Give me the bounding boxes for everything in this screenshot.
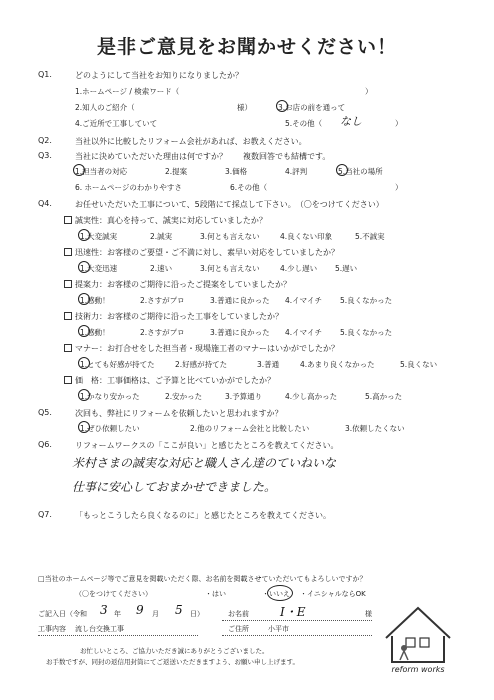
q1-opt2-mid: 様） bbox=[237, 103, 252, 112]
q1-label: Q1. bbox=[38, 70, 52, 79]
q1-text: どのようにして当社をお知りになりましたか？ bbox=[75, 71, 243, 80]
q4-item-opt: 3.何とも言えない bbox=[200, 264, 260, 273]
q6-answer-line1: 米村さまの誠実な対応と職人さん達のていねいな bbox=[72, 456, 337, 470]
q3-opt2: 2.提案 bbox=[165, 167, 188, 176]
address-value: 小平市 bbox=[268, 625, 289, 633]
checkbox[interactable] bbox=[64, 312, 72, 320]
work-underline bbox=[38, 635, 198, 636]
q1-opt2: 2.知人のご紹介（ bbox=[75, 103, 135, 112]
q3-text: 当社に決めていただいた理由は何ですか？ 複数回答でも結構です。 bbox=[75, 152, 331, 161]
date-label: ご記入日（令和 bbox=[38, 610, 87, 618]
q6-text: リフォームワークスの「ここが良い」と感じたところを教えてください。 bbox=[75, 441, 339, 450]
work-value: 流し台交換工事 bbox=[75, 625, 124, 633]
q4-item-opt: 2.速い bbox=[150, 264, 173, 273]
q1-opt5-answer: なし bbox=[340, 115, 362, 128]
q4-item-opt: 5.高かった bbox=[365, 392, 403, 401]
q5-label: Q5. bbox=[38, 408, 52, 417]
q4-item-opt: 2.誠実 bbox=[150, 232, 173, 241]
q6-label: Q6. bbox=[38, 440, 52, 449]
q4-item-head: マナー：お打合せをした担当者・現場施工者のマナーはいかがでしたか？ bbox=[75, 344, 339, 353]
checkbox[interactable] bbox=[64, 216, 72, 224]
q4-item-opt: 1.かなり安かった bbox=[80, 392, 140, 401]
page-title: 是非ご意見をお聞かせください！ bbox=[96, 36, 397, 58]
q4-item-opt: 2.さすがプロ bbox=[140, 328, 185, 337]
q7-text: 「もっとこうしたら良くなるのに」と感じたところを教えてください。 bbox=[75, 511, 331, 520]
name-suffix: 様 bbox=[365, 610, 372, 618]
q4-item-opt: 4.良くない印象 bbox=[280, 232, 333, 241]
option-initial: ・イニシャルならOK bbox=[300, 590, 366, 598]
q3-label: Q3. bbox=[38, 151, 52, 160]
date-month-unit: 月 bbox=[152, 610, 159, 618]
q3-opt5: 5.当社の場所 bbox=[338, 167, 383, 176]
q4-item-opt: 5.不誠実 bbox=[355, 232, 385, 241]
option-no: ・いいえ bbox=[262, 590, 290, 598]
q4-item-opt: 3.普通に良かった bbox=[210, 328, 270, 337]
date-month: 9 bbox=[136, 603, 144, 617]
q3-opt4: 4.評判 bbox=[285, 167, 308, 176]
checkbox[interactable] bbox=[64, 376, 72, 384]
q4-item-opt: 5.良くなかった bbox=[340, 328, 393, 337]
q4-item-opt: 3.普通 bbox=[257, 360, 280, 369]
date-year-unit: 年 bbox=[114, 610, 121, 618]
q4-text: お任せいただいた工事について、5段階にて採点して下さい。 （〇をつけてください） bbox=[75, 200, 384, 209]
q1-opt3: 3.お店の前を通って bbox=[278, 103, 346, 112]
q4-item-opt: 2.安かった bbox=[165, 392, 203, 401]
q4-item-opt: 3.予算通り bbox=[225, 392, 263, 401]
option-yes: ・はい bbox=[205, 590, 226, 598]
date-day-unit: 日） bbox=[190, 610, 204, 618]
checkbox[interactable] bbox=[64, 344, 72, 352]
q4-item-head: 価 格：工事価格は、ご予算と比べていかがでしたか？ bbox=[75, 376, 275, 385]
q4-item-opt: 4.少し遅い bbox=[280, 264, 318, 273]
q4-item-opt: 1.感動！ bbox=[80, 296, 110, 305]
q4-item-opt: 4.イマイチ bbox=[285, 328, 323, 337]
q4-item-opt: 3.普通に良かった bbox=[210, 296, 270, 305]
q1-opt4: 4.ご近所で工事していて bbox=[75, 119, 158, 128]
permission-text: □当社のホームページ等でご意見を掲載いただく際、お名前を掲載させていただいてもよろしいですか？ bbox=[38, 575, 367, 583]
q4-item-head: 提案力：お客様のご期待に沿ったご提案をしていましたか？ bbox=[75, 280, 291, 289]
q5-opt3: 3.依頼したくない bbox=[345, 424, 405, 433]
q4-item-opt: 3.何とも言えない bbox=[200, 232, 260, 241]
name-underline bbox=[222, 620, 372, 621]
q7-label: Q7. bbox=[38, 510, 52, 519]
q1-opt5-close: ） bbox=[395, 119, 403, 128]
thanks-line2: お手数ですが、同封の返信用封筒にてご返送いただきますよう、お願い申し上げます。 bbox=[46, 658, 299, 666]
circle-note: （〇をつけてください） bbox=[75, 590, 152, 598]
q1-opt5: 5.その他（ bbox=[285, 119, 323, 128]
q4-item-opt: 1.大変誠実 bbox=[80, 232, 118, 241]
q4-item-opt: 2.好感が持てた bbox=[175, 360, 228, 369]
q2-text: 当社以外に比較したリフォーム会社があれば、お教えください。 bbox=[75, 137, 307, 146]
date-year: 3 bbox=[100, 603, 108, 617]
q1-opt1: 1.ホームページ / 検索ワード（ bbox=[75, 87, 180, 96]
q4-item-opt: 1.大変迅速 bbox=[80, 264, 118, 273]
q4-item-opt: 4.少し高かった bbox=[285, 392, 338, 401]
house-roof-icon bbox=[386, 608, 450, 638]
checkbox[interactable] bbox=[64, 248, 72, 256]
reform-works-logo bbox=[378, 600, 458, 680]
q4-item-head: 迅速性：お客様のご要望・ご不満に対し、素早い対応をしていましたか？ bbox=[75, 248, 339, 257]
house-wall-icon bbox=[392, 636, 444, 662]
answer-circle bbox=[267, 585, 293, 601]
q1-opt1-close: ） bbox=[365, 87, 373, 96]
q3-opt3: 3.価格 bbox=[225, 167, 248, 176]
date-day: 5 bbox=[175, 603, 183, 617]
q4-item-opt: 1.とても好感が持てた bbox=[80, 360, 155, 369]
q4-item-opt: 2.さすがプロ bbox=[140, 296, 185, 305]
q5-text: 次回も、弊社にリフォームを依頼したいと思われますか？ bbox=[75, 409, 283, 418]
q4-item-opt: 4.あまり良くなかった bbox=[300, 360, 375, 369]
q4-item-opt: 4.イマイチ bbox=[285, 296, 323, 305]
address-underline bbox=[222, 635, 372, 636]
q2-label: Q2. bbox=[38, 136, 52, 145]
logo-text: reform works bbox=[391, 665, 445, 674]
q3-opt7: 6.その他（ bbox=[230, 183, 268, 192]
address-label: ご住所 bbox=[228, 625, 249, 633]
q4-item-opt: 1.感動！ bbox=[80, 328, 110, 337]
name-label: お名前 bbox=[228, 610, 249, 618]
q6-answer-line2: 仕事に安心しておまかせできました。 bbox=[72, 480, 277, 494]
q3-opt6: 6. ホームページのわかりやすさ bbox=[75, 183, 182, 192]
thanks-line1: お忙しいところ、ご協力いただき誠にありがとうございました。 bbox=[80, 647, 269, 655]
q4-item-head: 技術力：お客様のご期待に沿った工事をしていましたか？ bbox=[75, 312, 283, 321]
q4-item-opt: 5.遅い bbox=[335, 264, 358, 273]
q5-opt1: 1.ぜひ依頼したい bbox=[80, 424, 140, 433]
q4-label: Q4. bbox=[38, 199, 52, 208]
q4-item-head: 誠実性：真心を持って、誠実に対応していましたか？ bbox=[75, 216, 267, 225]
q5-opt2: 2.他のリフォーム会社と比較したい bbox=[190, 424, 310, 433]
name-value: I・E bbox=[280, 605, 306, 619]
q3-opt7-close: ） bbox=[395, 183, 403, 192]
work-label: 工事内容 bbox=[38, 625, 66, 633]
q4-item-opt: 5.良くない bbox=[400, 360, 438, 369]
checkbox[interactable] bbox=[64, 280, 72, 288]
q3-opt1: 1.担当者の対応 bbox=[75, 167, 128, 176]
q4-item-opt: 5.良くなかった bbox=[340, 296, 393, 305]
